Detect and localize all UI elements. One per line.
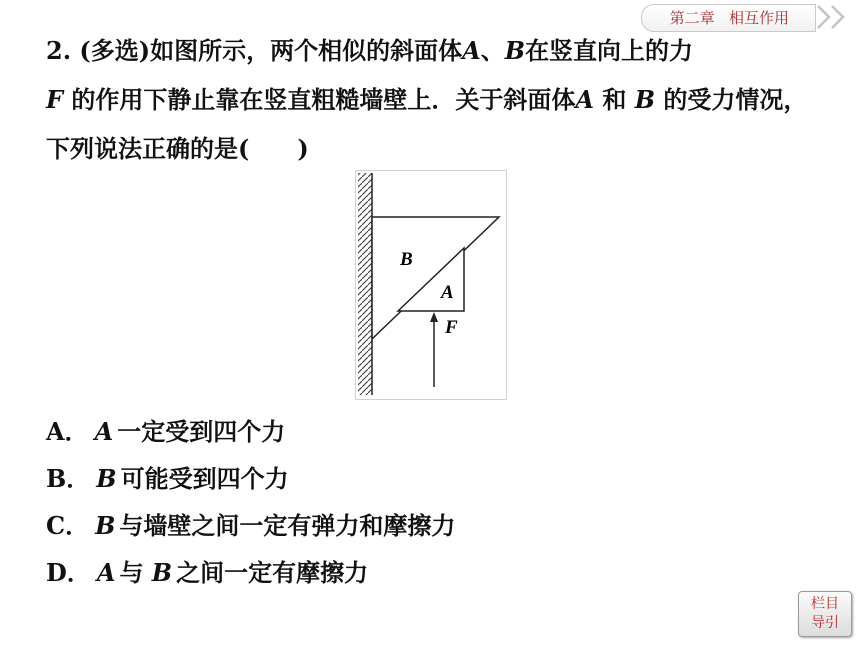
question-type: (多选) (79, 36, 151, 65)
chapter-number: 第二章 (669, 9, 715, 27)
question-number: 2. (46, 36, 72, 65)
question-part: 、 (480, 36, 505, 65)
nav-label-line2: 导引 (811, 615, 839, 631)
force-arrowhead (430, 312, 438, 322)
physics-figure (355, 170, 507, 400)
option-var: A (94, 417, 114, 446)
option-text: 一定受到四个力 (117, 417, 286, 446)
var-b: B (504, 36, 526, 65)
option-var: B (95, 511, 116, 540)
var-f: F (46, 85, 64, 114)
option-letter: A． (46, 417, 89, 446)
option-c[interactable] (46, 506, 455, 541)
option-var: A (96, 558, 116, 587)
question-text (46, 26, 826, 173)
question-part: 的受力情况，下列说法正确的是( ) (46, 85, 808, 163)
option-text: 与墙壁之间一定有弹力和摩擦力 (119, 511, 456, 540)
option-letter: D． (46, 558, 91, 587)
question-part: 在竖直向上的力 (525, 36, 694, 65)
chevron-right-icon (828, 4, 848, 30)
label-a: A (441, 282, 454, 303)
option-text: 可能受到四个力 (120, 464, 289, 493)
question-part: 的作用下静止靠在竖直粗糙墙壁上．关于斜面体 (71, 85, 576, 114)
option-a[interactable] (46, 412, 285, 447)
var-a: A (462, 36, 481, 65)
chapter-topic: 相互作用 (728, 9, 789, 27)
option-var: B (151, 558, 173, 587)
incline-diagram (356, 171, 506, 399)
var-b: B (634, 85, 656, 114)
option-letter: C． (46, 511, 90, 540)
nav-label-line1: 栏目 (811, 596, 839, 612)
option-var: B (96, 464, 117, 493)
option-b[interactable] (46, 459, 289, 494)
option-text: 与 (119, 558, 144, 587)
label-f: F (445, 317, 458, 338)
wall-hatching (358, 173, 372, 395)
section-nav-button[interactable] (798, 591, 852, 637)
option-d[interactable] (46, 553, 368, 588)
question-part: 和 (602, 85, 627, 114)
question-part: 如图所示，两个相似的斜面体 (150, 36, 463, 65)
label-b: B (400, 249, 413, 270)
var-a: A (575, 85, 595, 114)
option-text: 之间一定有摩擦力 (176, 558, 369, 587)
option-letter: B． (46, 464, 91, 493)
